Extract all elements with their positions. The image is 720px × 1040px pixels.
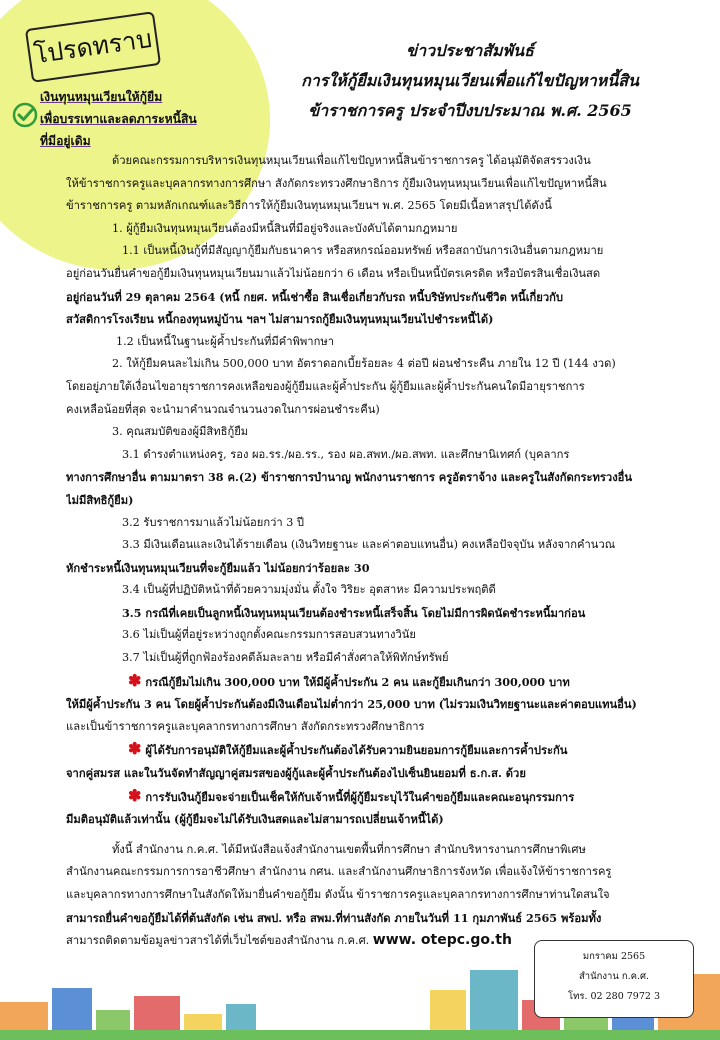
closing-line: สำนักงานคณะกรรมการการอาชีวศึกษา สำนักงาน กศน. และสำนักงานศึกษาธิการจังหวัด เพื่อแจ้งให้ข้าราชการครู: [66, 865, 612, 879]
item-3-5: 3.5 กรณีที่เคยเป็นลูกหนี้เงินทุนหมุนเวียนต้องชำระหนี้เสร็จสิ้น โดยไม่มีการผิดนัดชำระหนี้มาก่อน: [122, 605, 586, 620]
footer-contact-box: [534, 940, 694, 1018]
item-3-1-line: 3.1 ดำรงตำแหน่งครู, รอง ผอ.รร./ผอ.รร., รอง ผอ.สพท./ผอ.สพท. และศึกษานิเทศก์ (บุคลากร: [122, 447, 570, 461]
document-body: [66, 150, 694, 953]
note-2-line: ผู้ได้รับการอนุมัติให้กู้ยืมและผู้ค้ำประกันต้องได้รับความยินยอมการกู้ยืมและการค้ำประกัน: [145, 743, 568, 758]
header-line: การให้กู้ยืมเงินทุนหมุนเวียนเพื่อแก้ไขปัญหาหนี้สิน: [301, 71, 639, 90]
asterisk-icon: ✽: [128, 670, 142, 690]
item-3-1-line: ไม่มีสิทธิกู้ยืม): [66, 492, 134, 507]
closing-line: และบุคลากรทางการศึกษาในสังกัดให้มายื่นคำขอกู้ยืม ดังนั้น ข้าราชการครูและบุคลากรทางการศึกษาท่านใดสนใจ: [66, 888, 610, 901]
section-2-line: โดยอยู่ภายใต้เงื่อนไขอายุราชการคงเหลือของผู้กู้ยืมและผู้ค้ำประกัน ผู้กู้ยืมและผู้ค้ำประกันคนใดมีอายุราชการ: [66, 379, 585, 393]
section-1: 1. ผู้กู้ยืมเงินทุนหมุนเวียนต้องมีหนี้สินที่มีอยู่จริงและบังคับได้ตามกฎหมาย: [112, 221, 458, 235]
item-1-1-line: สวัสดิการโรงเรียน หนี้กองทุนหมู่บ้าน ฯลฯ ไม่สามารถกู้ยืมเงินทุนหมุนเวียนไปชำระหนี้ได้): [66, 312, 494, 327]
closing-line: ทั้งนี้ สำนักงาน ก.ค.ศ. ได้มีหนังสือแจ้งสำนักงานเขตพื้นที่การศึกษา สำนักบริหารงานการศึกษาพิเศษ: [112, 842, 586, 856]
item-3-2: 3.2 รับราชการมาแล้วไม่น้อยกว่า 3 ปี: [122, 515, 305, 529]
item-3-3-line: 3.3 มีเงินเดือนและเงินได้รายเดือน (เงินวิทยฐานะ และค่าตอบแทนอื่น) คงเหลือปัจจุบัน หลังจากคำนวณ: [122, 538, 616, 552]
note-line: เพื่อบรรเทาและลดภาระหนี้สิน: [40, 112, 197, 126]
item-3-4: 3.4 เป็นผู้ที่ปฏิบัติหน้าที่ด้วยความมุ่งมั่น ตั้งใจ วิริยะ อุตสาหะ มีความประพฤติดี: [122, 583, 496, 597]
item-3-1-line: ทางการศึกษาอื่น ตามมาตรา 38 ค.(2) ข้าราชการบำนาญ พนักงานราชการ ครูอัตราจ้าง และครูในสังกัดกระทรวงอื่น: [66, 470, 633, 485]
note-line: ที่มีอยู่เดิม: [40, 134, 91, 148]
website-link[interactable]: www. otepc.go.th: [372, 932, 512, 949]
note-1-line: กรณีกู้ยืมไม่เกิน 300,000 บาท ให้มีผู้ค้ำประกัน 2 คน และกู้ยืมเกินกว่า 300,000 บาท: [145, 674, 570, 689]
intro-line: ให้ข้าราชการครูและบุคลากรทางการศึกษา สังกัดกระทรวงศึกษาธิการ กู้ยืมเงินทุนหมุนเวียนเพื่อแก้ไขปัญหาหนี้สิน: [66, 176, 607, 190]
section-2-line: 2. ให้กู้ยืมคนละไม่เกิน 500,000 บาท อัตราดอกเบี้ยร้อยละ 4 ต่อปี ผ่อนชำระคืน ภายใน 12 ปี (144 งวด): [112, 357, 616, 371]
header-line: ข่าวประชาสัมพันธ์: [406, 41, 534, 60]
item-3-7: 3.7 ไม่เป็นผู้ที่ถูกฟ้องร้องคดีล้มละลาย หรือมีคำสั่งศาลให้พิทักษ์ทรัพย์: [122, 651, 449, 665]
closing-line: สามารถยื่นคำขอกู้ยืมได้ที่ต้นสังกัด เช่น สพป. หรือ สพม.ที่ท่านสังกัด ภายในวันที่ 11 กุมภาพันธ์ 2565 พร้อมทั้ง: [66, 910, 602, 925]
note-1-line: และเป็นข้าราชการครูและบุคลากรทางการศึกษา สังกัดกระทรวงศึกษาธิการ: [66, 719, 425, 733]
footer-phone: โทร. 02 280 7972 3: [567, 991, 660, 1002]
footer-office: สำนักงาน ก.ค.ศ.: [578, 971, 650, 982]
check-circle-icon: [12, 102, 38, 128]
note-1-line: ให้มีผู้ค้ำประกัน 3 คน โดยผู้ค้ำประกันต้องมีเงินเดือนไม่ต่ำกว่า 25,000 บาท (ไม่รวมเงินวิทยฐานะและค่าตอบแทนอื่น): [66, 697, 637, 712]
item-1-2: 1.2 เป็นหนี้ในฐานะผู้ค้ำประกันที่มีคำพิพากษา: [116, 334, 335, 348]
closing-line: สามารถติดตามข้อมูลข่าวสารได้ที่เว็บไซต์ของสำนักงาน ก.ค.ศ.: [66, 934, 370, 948]
item-1-1-line: 1.1 เป็นหนี้เงินกู้ที่มีสัญญากู้ยืมกับธนาคาร หรือสหกรณ์ออมทรัพย์ หรือสถาบันการเงินอื่นตามกฎหมาย: [122, 244, 604, 258]
asterisk-icon: ✽: [128, 739, 142, 759]
item-1-1-line: อยู่ก่อนวันที่ 29 ตุลาคม 2564 (หนี้ กยศ. หนี้เช่าซื้อ สินเชื่อเกี่ยวกับรถ หนี้บริษัทประกันชีวิต หนี้เกี่ยวกับ: [66, 289, 564, 304]
intro-line: ข้าราชการครู ตามหลักเกณฑ์และวิธีการให้กู้ยืมเงินทุนหมุนเวียนฯ พ.ศ. 2565 โดยมีเนื้อหาสรุปได้ดังนี้: [66, 199, 552, 213]
item-1-1-line: อยู่ก่อนวันยื่นคำขอกู้ยืมเงินทุนหมุนเวียนมาแล้วไม่น้อยกว่า 6 เดือน หรือเป็นหนี้บัตรเครดิต หรือบัตรสินเชื่อเงินสด: [66, 266, 601, 280]
footer-date: มกราคม 2565: [582, 951, 646, 962]
note-2-line: จากคู่สมรส และในวันจัดทำสัญญาคู่สมรสของผู้กู้และผู้ค้ำประกันต้องไปเซ็นยินยอมที่ ธ.ก.ส. ด้วย: [66, 766, 526, 781]
intro-line: ด้วยคณะกรรมการบริหารเงินทุนหมุนเวียนเพื่อแก้ไขปัญหาหนี้สินข้าราชการครู ได้อนุมัติจัดสรรวงเงิน: [112, 154, 591, 167]
notice-badge-label: โปรดทราบ: [32, 23, 154, 70]
section-2-line: คงเหลือน้อยที่สุด จะนำมาคำนวณจำนวนงวดในการผ่อนชำระคืน): [66, 402, 380, 416]
note-line: เงินทุนหมุนเวียนให้กู้ยืม: [40, 90, 163, 104]
header-line: ข้าราชการครู ประจำปีงบประมาณ พ.ศ. 2565: [308, 101, 632, 120]
item-3-6: 3.6 ไม่เป็นผู้ที่อยู่ระหว่างถูกตั้งคณะกรรมการสอบสวนทางวินัย: [122, 628, 416, 642]
fund-note: [40, 86, 250, 152]
asterisk-icon: ✽: [128, 785, 142, 805]
note-3-line: มีมติอนุมัติแล้วเท่านั้น (ผู้กู้ยืมจะไม่ได้รับเงินสดและไม่สามารถเปลี่ยนเจ้าหนี้ได้): [66, 812, 444, 827]
note-3-line: การรับเงินกู้ยืมจะจ่ายเป็นเช็คให้กับเจ้าหนี้ที่ผู้กู้ยืมระบุไว้ในคำขอกู้ยืมและคณะอนุกรรมการ: [145, 789, 575, 804]
section-3: 3. คุณสมบัติของผู้มีสิทธิกู้ยืม: [112, 425, 249, 439]
item-3-3-line: หักชำระหนี้เงินทุนหมุนเวียนที่จะกู้ยืมแล้ว ไม่น้อยกว่าร้อยละ 30: [66, 560, 370, 575]
document-header: [245, 36, 695, 126]
